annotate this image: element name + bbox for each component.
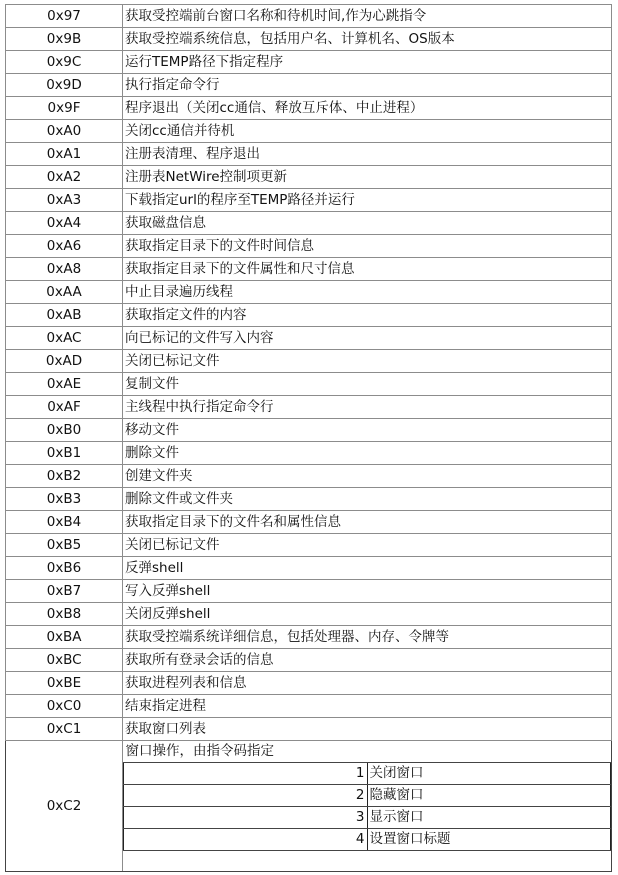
table-row <box>6 511 612 534</box>
subtable-row <box>124 829 611 851</box>
table-row <box>6 626 612 649</box>
window-operation-desc: 窗口操作，由指令码指定 <box>124 741 611 763</box>
command-code-cell: 0xAE <box>6 373 123 396</box>
command-desc-cell: 运行TEMP路径下指定程序 <box>123 51 612 74</box>
table-row <box>6 5 612 28</box>
command-code-cell: 0xA8 <box>6 258 123 281</box>
sub-desc-cell: 显示窗口 <box>367 807 611 829</box>
command-desc-cell: 中止目录遍历线程 <box>123 281 612 304</box>
command-desc-cell: 注册表清理、程序退出 <box>123 143 612 166</box>
command-code-cell: 0xA6 <box>6 235 123 258</box>
command-desc-cell: 获取受控端系统详细信息，包括处理器、内存、令牌等 <box>123 626 612 649</box>
sub-code-cell: 3 <box>124 807 368 829</box>
command-code-cell: 0xAA <box>6 281 123 304</box>
command-desc-cell: 获取所有登录会话的信息 <box>123 649 612 672</box>
command-code-cell: 0xB7 <box>6 580 123 603</box>
table-row <box>6 419 612 442</box>
table-row <box>6 396 612 419</box>
command-code-cell: 0xB8 <box>6 603 123 626</box>
command-table-body <box>6 5 612 741</box>
command-desc-cell: 获取窗口列表 <box>123 718 612 741</box>
table-row <box>6 304 612 327</box>
table-row <box>6 465 612 488</box>
command-desc-cell <box>123 741 612 872</box>
table-row <box>6 350 612 373</box>
sub-desc-cell: 隐藏窗口 <box>367 785 611 807</box>
subtable-row <box>124 763 611 785</box>
command-code-cell: 0xC2 <box>6 741 123 872</box>
command-desc-cell: 关闭已标记文件 <box>123 534 612 557</box>
command-code-cell: 0xBE <box>6 672 123 695</box>
command-desc-cell: 获取受控端前台窗口名称和待机时间,作为心跳指令 <box>123 5 612 28</box>
command-code-cell: 0x9C <box>6 51 123 74</box>
command-desc-cell: 删除文件或文件夹 <box>123 488 612 511</box>
subtable-header-row <box>124 741 611 763</box>
table-row <box>6 143 612 166</box>
table-row <box>6 212 612 235</box>
command-code-cell: 0xA2 <box>6 166 123 189</box>
command-code-cell: 0xB3 <box>6 488 123 511</box>
table-row <box>6 120 612 143</box>
table-row <box>6 649 612 672</box>
command-code-cell: 0xAC <box>6 327 123 350</box>
command-desc-cell: 获取指定文件的内容 <box>123 304 612 327</box>
table-row <box>6 534 612 557</box>
table-row <box>6 695 612 718</box>
command-code-cell: 0xAB <box>6 304 123 327</box>
command-desc-cell: 获取进程列表和信息 <box>123 672 612 695</box>
command-code-cell: 0xB2 <box>6 465 123 488</box>
table-row <box>6 672 612 695</box>
command-desc-cell: 反弹shell <box>123 557 612 580</box>
table-row <box>6 258 612 281</box>
command-code-cell: 0xC1 <box>6 718 123 741</box>
table-row <box>6 327 612 350</box>
sub-code-cell: 2 <box>124 785 368 807</box>
subtable-empty-row <box>124 851 611 872</box>
command-desc-cell: 删除文件 <box>123 442 612 465</box>
command-code-cell: 0xA4 <box>6 212 123 235</box>
command-code-cell: 0xB1 <box>6 442 123 465</box>
table-row <box>6 51 612 74</box>
command-code-cell: 0xA3 <box>6 189 123 212</box>
command-table-last-group <box>6 741 612 872</box>
table-row <box>6 189 612 212</box>
table-row <box>6 603 612 626</box>
subtable-row <box>124 807 611 829</box>
command-desc-cell: 关闭cc通信并待机 <box>123 120 612 143</box>
command-desc-cell: 获取指定目录下的文件时间信息 <box>123 235 612 258</box>
command-code-cell: 0xA0 <box>6 120 123 143</box>
command-desc-cell: 写入反弹shell <box>123 580 612 603</box>
command-desc-cell: 程序退出（关闭cc通信、释放互斥体、中止进程） <box>123 97 612 120</box>
command-code-cell: 0x9F <box>6 97 123 120</box>
command-desc-cell: 关闭已标记文件 <box>123 350 612 373</box>
command-code-cell: 0xB0 <box>6 419 123 442</box>
sub-desc-cell: 关闭窗口 <box>367 763 611 785</box>
command-code-cell: 0xAD <box>6 350 123 373</box>
sub-code-cell: 1 <box>124 763 368 785</box>
table-row <box>6 557 612 580</box>
sub-desc-cell: 设置窗口标题 <box>367 829 611 851</box>
command-desc-cell: 获取受控端系统信息，包括用户名、计算机名、OS版本 <box>123 28 612 51</box>
window-operation-subtable <box>123 741 611 871</box>
table-row <box>6 488 612 511</box>
command-code-cell: 0x9B <box>6 28 123 51</box>
command-desc-cell: 复制文件 <box>123 373 612 396</box>
sub-code-cell: 4 <box>124 829 368 851</box>
command-desc-cell: 下载指定url的程序至TEMP路径并运行 <box>123 189 612 212</box>
command-code-cell: 0xA1 <box>6 143 123 166</box>
table-row-0xC2 <box>6 741 612 872</box>
subtable-empty-cell <box>124 851 611 872</box>
command-desc-cell: 注册表NetWire控制项更新 <box>123 166 612 189</box>
command-desc-cell: 获取指定目录下的文件名和属性信息 <box>123 511 612 534</box>
subtable-row <box>124 785 611 807</box>
table-row <box>6 235 612 258</box>
table-row <box>6 580 612 603</box>
table-row <box>6 442 612 465</box>
command-code-cell: 0x97 <box>6 5 123 28</box>
table-row <box>6 373 612 396</box>
command-desc-cell: 获取指定目录下的文件属性和尺寸信息 <box>123 258 612 281</box>
command-code-cell: 0xC0 <box>6 695 123 718</box>
command-code-cell: 0x9D <box>6 74 123 97</box>
command-table <box>5 4 612 872</box>
command-desc-cell: 主线程中执行指定命令行 <box>123 396 612 419</box>
table-row <box>6 281 612 304</box>
command-desc-cell: 移动文件 <box>123 419 612 442</box>
command-desc-cell: 结束指定进程 <box>123 695 612 718</box>
command-desc-cell: 创建文件夹 <box>123 465 612 488</box>
table-row <box>6 166 612 189</box>
command-desc-cell: 关闭反弹shell <box>123 603 612 626</box>
table-row <box>6 74 612 97</box>
command-code-cell: 0xB6 <box>6 557 123 580</box>
command-code-cell: 0xAF <box>6 396 123 419</box>
command-code-cell: 0xBA <box>6 626 123 649</box>
command-code-cell: 0xB5 <box>6 534 123 557</box>
table-row <box>6 28 612 51</box>
command-code-cell: 0xB4 <box>6 511 123 534</box>
command-code-cell: 0xBC <box>6 649 123 672</box>
table-row <box>6 97 612 120</box>
command-desc-cell: 向已标记的文件写入内容 <box>123 327 612 350</box>
command-desc-cell: 执行指定命令行 <box>123 74 612 97</box>
command-desc-cell: 获取磁盘信息 <box>123 212 612 235</box>
table-row <box>6 718 612 741</box>
